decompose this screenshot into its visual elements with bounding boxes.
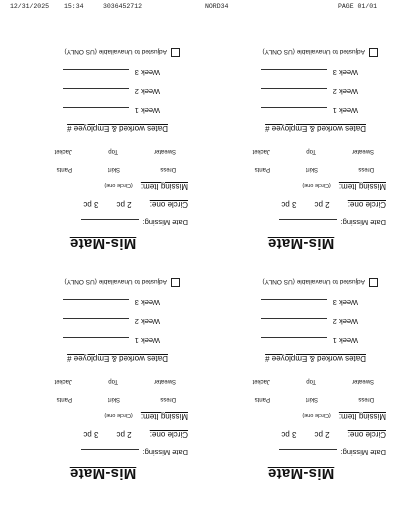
week-3-line[interactable]: [261, 299, 327, 300]
week-3-row: [261, 298, 358, 307]
week-2-row: [261, 87, 358, 96]
item-pants[interactable]: Pants: [56, 396, 72, 402]
item-top[interactable]: Top: [108, 378, 118, 384]
week-1-line[interactable]: [63, 337, 129, 338]
dates-worked-label: Dates worked & Employee #: [67, 354, 168, 363]
dates-worked-label: Dates worked & Employee #: [67, 124, 168, 133]
mis-mate-card-bottom-right: [206, 31, 396, 256]
week-3-label: Week 3: [134, 298, 160, 307]
date-missing-row: [279, 218, 386, 227]
missing-item-label: Missing Item:: [338, 182, 386, 191]
missing-item-hint: (Circle one): [302, 412, 331, 418]
item-dress[interactable]: Dress: [160, 166, 176, 172]
week-3-line[interactable]: [63, 69, 129, 70]
date-missing-line[interactable]: [279, 449, 337, 450]
item-jacket[interactable]: Jacket: [54, 378, 72, 384]
week-3-row: [261, 68, 358, 77]
card-title: Mis-Mate: [69, 235, 137, 252]
week-3-row: [63, 298, 160, 307]
week-3-label: Week 3: [332, 68, 358, 77]
option-2pc[interactable]: 2 pc: [116, 200, 132, 209]
week-3-line[interactable]: [63, 299, 129, 300]
circle-one-row: [83, 430, 188, 439]
week-2-row: [261, 317, 358, 326]
item-top[interactable]: Top: [108, 148, 118, 154]
circle-one-row: [281, 200, 386, 209]
circle-one-label: Circle one:: [149, 430, 188, 439]
week-2-label: Week 2: [332, 317, 358, 326]
week-2-line[interactable]: [261, 88, 327, 89]
week-2-row: [63, 317, 160, 326]
card-grid: [0, 14, 400, 510]
week-1-label: Week 1: [134, 106, 160, 115]
date-missing-line[interactable]: [81, 449, 139, 450]
date-missing-line[interactable]: [81, 219, 139, 220]
adjusted-label: Adjusted to Unavailable (US ONLY): [64, 48, 167, 55]
week-1-line[interactable]: [261, 107, 327, 108]
card-title: Mis-Mate: [69, 465, 137, 482]
dates-worked-label: Dates worked & Employee #: [265, 354, 366, 363]
week-3-line[interactable]: [261, 69, 327, 70]
mis-mate-card-top-right: [206, 261, 396, 486]
adjusted-checkbox[interactable]: [369, 48, 378, 57]
fax-page-number: PAGE 01/01: [338, 3, 378, 10]
option-3pc[interactable]: 3 pc: [281, 430, 297, 439]
week-2-row: [63, 87, 160, 96]
adjusted-label: Adjusted to Unavailable (US ONLY): [262, 278, 365, 285]
week-1-row: [63, 336, 160, 345]
fax-date: 12/31/2025: [10, 3, 50, 10]
item-dress[interactable]: Dress: [160, 396, 176, 402]
missing-item-row: [302, 182, 386, 191]
item-sweater[interactable]: Sweater: [153, 148, 176, 154]
circle-one-label: Circle one:: [347, 200, 386, 209]
week-1-row: [261, 336, 358, 345]
fax-header: [0, 0, 400, 14]
item-dress[interactable]: Dress: [358, 166, 374, 172]
missing-item-label: Missing Item:: [140, 182, 188, 191]
week-1-row: [261, 106, 358, 115]
missing-item-row: [104, 412, 188, 421]
option-3pc[interactable]: 3 pc: [281, 200, 297, 209]
item-skirt[interactable]: Skirt: [306, 396, 318, 402]
adjusted-row: [263, 48, 378, 57]
item-pants[interactable]: Pants: [254, 396, 270, 402]
week-1-row: [63, 106, 160, 115]
adjusted-checkbox[interactable]: [369, 278, 378, 287]
missing-item-hint: (Circle one): [302, 182, 331, 188]
item-jacket[interactable]: Jacket: [54, 148, 72, 154]
week-1-label: Week 1: [134, 336, 160, 345]
adjusted-checkbox[interactable]: [171, 278, 180, 287]
date-missing-line[interactable]: [279, 219, 337, 220]
week-1-label: Week 1: [332, 106, 358, 115]
item-sweater[interactable]: Sweater: [351, 148, 374, 154]
week-2-line[interactable]: [261, 318, 327, 319]
item-sweater[interactable]: Sweater: [351, 378, 374, 384]
option-2pc[interactable]: 2 pc: [116, 430, 132, 439]
week-3-label: Week 3: [134, 68, 160, 77]
item-skirt[interactable]: Skirt: [108, 396, 120, 402]
card-title: Mis-Mate: [267, 235, 335, 252]
item-pants[interactable]: Pants: [56, 166, 72, 172]
option-2pc[interactable]: 2 pc: [314, 200, 330, 209]
adjusted-row: [65, 278, 180, 287]
week-3-row: [63, 68, 160, 77]
mis-mate-card-top-left: [8, 261, 198, 486]
date-missing-row: [81, 218, 188, 227]
item-sweater[interactable]: Sweater: [153, 378, 176, 384]
week-1-label: Week 1: [332, 336, 358, 345]
adjusted-label: Adjusted to Unavailable (US ONLY): [64, 278, 167, 285]
week-1-line[interactable]: [261, 337, 327, 338]
adjusted-checkbox[interactable]: [171, 48, 180, 57]
circle-one-row: [281, 430, 386, 439]
week-2-label: Week 2: [134, 317, 160, 326]
item-skirt[interactable]: Skirt: [108, 166, 120, 172]
missing-item-hint: (Circle one): [104, 182, 133, 188]
adjusted-row: [65, 48, 180, 57]
missing-item-row: [104, 182, 188, 191]
item-top[interactable]: Top: [306, 378, 316, 384]
week-1-line[interactable]: [63, 107, 129, 108]
item-skirt[interactable]: Skirt: [306, 166, 318, 172]
option-2pc[interactable]: 2 pc: [314, 430, 330, 439]
adjusted-label: Adjusted to Unavailable (US ONLY): [262, 48, 365, 55]
item-dress[interactable]: Dress: [358, 396, 374, 402]
fax-id: NORD34: [205, 3, 229, 10]
item-jacket[interactable]: Jacket: [252, 148, 270, 154]
item-jacket[interactable]: Jacket: [252, 378, 270, 384]
missing-item-label: Missing Item:: [338, 412, 386, 421]
date-missing-label: Date Missing:: [340, 448, 386, 457]
week-2-label: Week 2: [332, 87, 358, 96]
option-3pc[interactable]: 3 pc: [83, 430, 99, 439]
circle-one-label: Circle one:: [347, 430, 386, 439]
date-missing-label: Date Missing:: [142, 218, 188, 227]
dates-worked-label: Dates worked & Employee #: [265, 124, 366, 133]
circle-one-label: Circle one:: [149, 200, 188, 209]
circle-one-row: [83, 200, 188, 209]
date-missing-row: [81, 448, 188, 457]
week-2-line[interactable]: [63, 318, 129, 319]
fax-phone: 3036452712: [103, 3, 143, 10]
date-missing-label: Date Missing:: [340, 218, 386, 227]
mis-mate-card-bottom-left: [8, 31, 198, 256]
item-pants[interactable]: Pants: [254, 166, 270, 172]
week-2-label: Week 2: [134, 87, 160, 96]
card-title: Mis-Mate: [267, 465, 335, 482]
fax-time: 15:34: [64, 3, 84, 10]
adjusted-row: [263, 278, 378, 287]
week-2-line[interactable]: [63, 88, 129, 89]
item-top[interactable]: Top: [306, 148, 316, 154]
missing-item-label: Missing Item:: [140, 412, 188, 421]
missing-item-row: [302, 412, 386, 421]
week-3-label: Week 3: [332, 298, 358, 307]
date-missing-row: [279, 448, 386, 457]
option-3pc[interactable]: 3 pc: [83, 200, 99, 209]
missing-item-hint: (Circle one): [104, 412, 133, 418]
date-missing-label: Date Missing:: [142, 448, 188, 457]
